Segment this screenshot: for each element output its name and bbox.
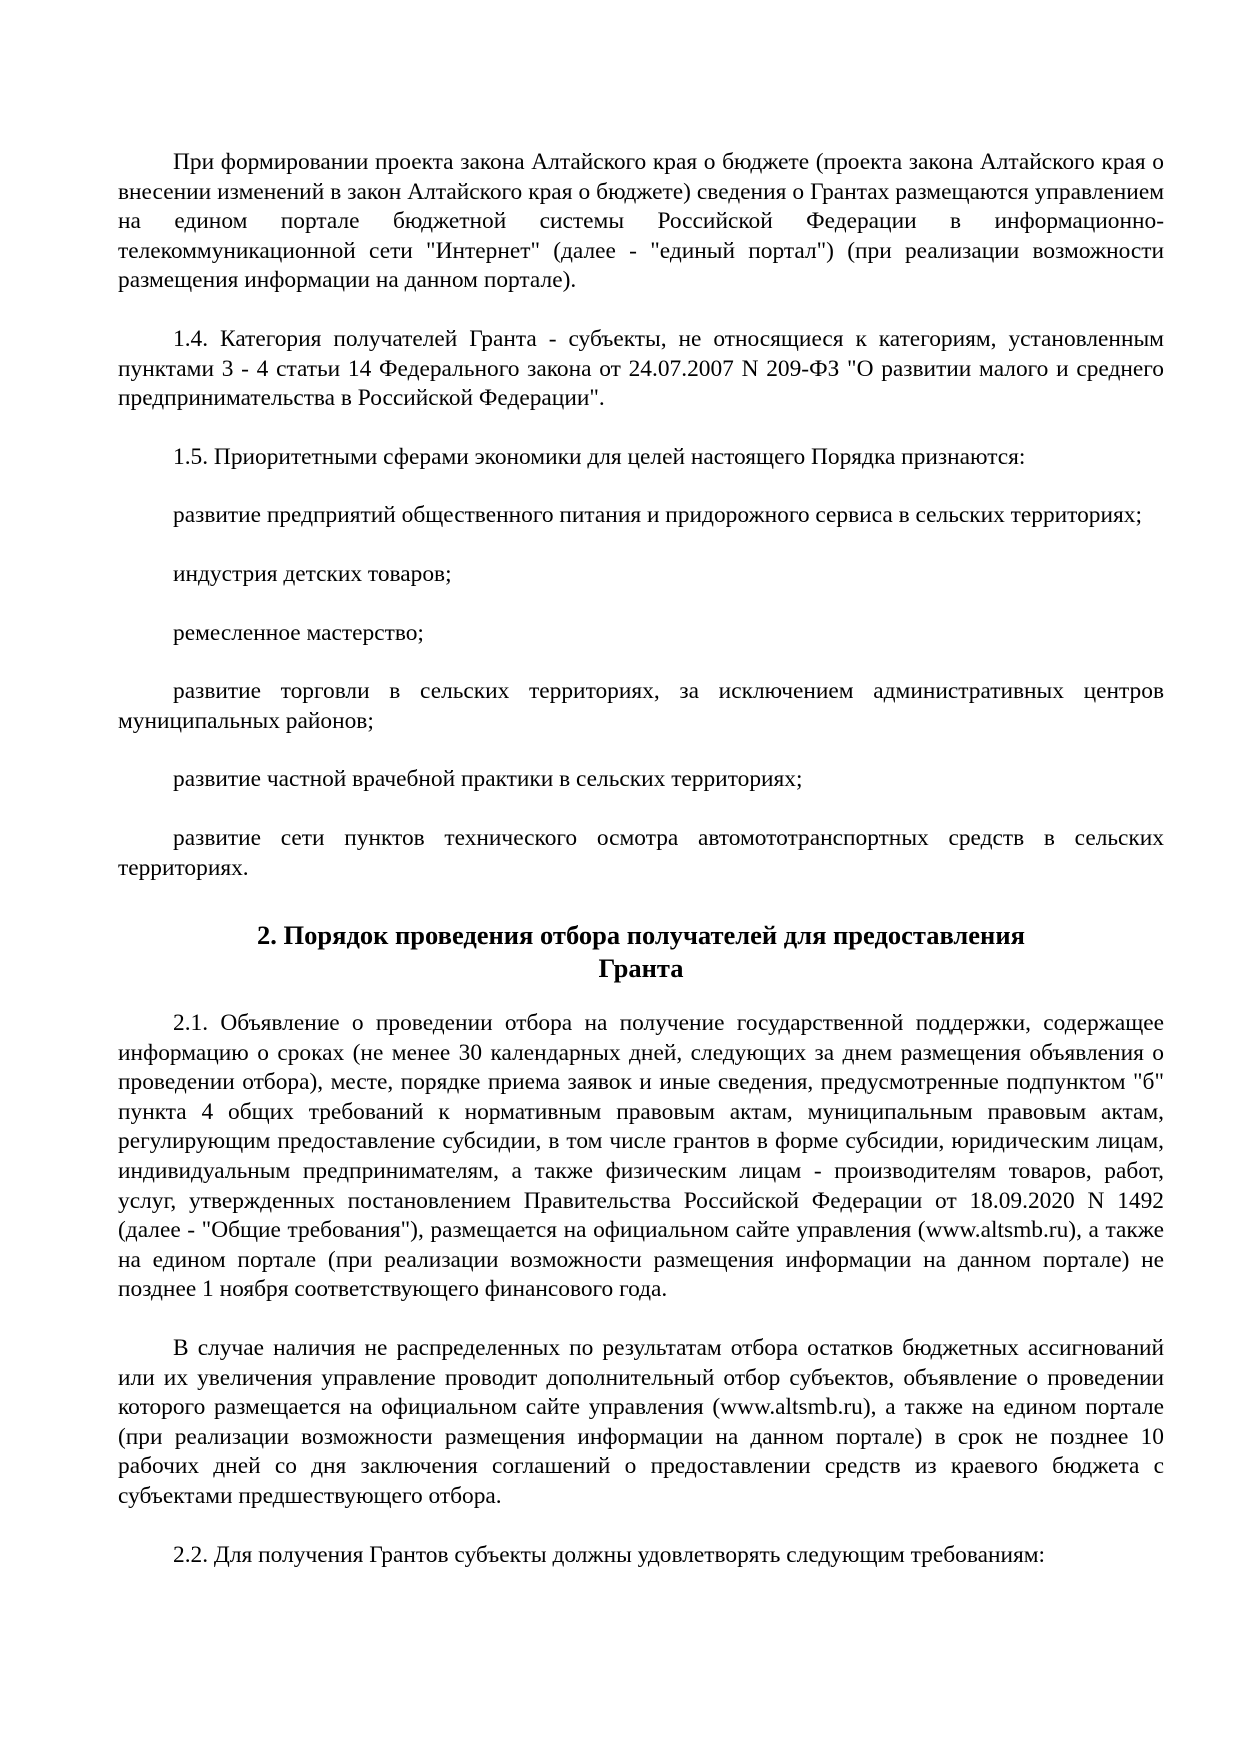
section-2-heading-line1: 2. Порядок проведения отбора получателей для предоставления [257, 920, 1025, 951]
section-2-heading-line2: Гранта [598, 953, 684, 984]
section-2-heading [118, 919, 1164, 985]
paragraph-1-4: 1.4. Категория получателей Гранта - субъекты, не относящиеся к категориям, установленным пунктами 3 - 4 статьи 14 Федерального закона от 24.07.2007 N 209-ФЗ "О развитии малого и среднего предпринимательства в Российской Федерации". [118, 325, 1164, 412]
paragraph-1-5: 1.5. Приоритетными сферами экономики для целей настоящего Порядка признаются: [173, 443, 1026, 470]
list-item-crafts: ремесленное мастерство; [173, 619, 424, 646]
paragraph-2-1: 2.1. Объявление о проведении отбора на получение государственной поддержки, содержащее информацию о сроках (не менее 30 календарных дней, следующих за днем размещения объявления о проведении отбора), месте, порядке приема заявок и иные сведения, предусмотренные подпунктом "б" пункта 4 общих требований к нормативным правовым актам, муниципальным правовым актам, регулирующим предоставление субсидии, в том числе грантов в форме субсидии, юридическим лицам, индивидуальным предпринимателям, а также физическим лицам - производителям товаров, работ, услуг, утвержденных постановлением Правительства Российской Федерации от 18.09.2020 N 1492 (далее - "Общие требования"), размещается на официальном сайте управления (www.altsmb.ru), а также на едином портале (при реализации возможности размещения информации на данном портале) не позднее 1 ноября соответствующего финансового года. [118, 1010, 1164, 1303]
document-page [118, 148, 1164, 1570]
list-item-medical-practice: развитие частной врачебной практики в сельских территориях; [173, 766, 803, 793]
list-item-childrens-goods: индустрия детских товаров; [173, 560, 452, 587]
paragraph-additional-selection: В случае наличия не распределенных по результатам отбора остатков бюджетных ассигнований или их увеличения управление проводит дополнительный отбор субъектов, объявление о проведении которого размещается на официальном сайте управления (www.altsmb.ru), а также на едином портале (при реализации возможности размещения информации на данном портале) в срок не позднее 10 рабочих дней со дня заключения соглашений о предоставлении средств из краевого бюджета с субъектами предшествующего отбора. [118, 1335, 1164, 1509]
paragraph-budget-info: При формировании проекта закона Алтайского края о бюджете (проекта закона Алтайского края о внесении изменений в закон Алтайского края о бюджете) сведения о Грантах размещаются управлением на едином портале бюджетной системы Российской Федерации в информационно-телекоммуникационной сети "Интернет" (далее - "единый портал") (при реализации возможности размещения информации на данном портале). [118, 149, 1164, 294]
list-item-catering: развитие предприятий общественного питания и придорожного сервиса в сельских территориях; [173, 502, 1142, 529]
list-item-trade: развитие торговли в сельских территориях, за исключением административных центров муниципальных районов; [118, 678, 1164, 734]
paragraph-2-2: 2.2. Для получения Грантов субъекты должны удовлетворять следующим требованиям: [173, 1541, 1046, 1568]
list-item-vehicle-inspection: развитие сети пунктов технического осмотра автомототранспортных средств в сельских территориях. [118, 824, 1164, 881]
